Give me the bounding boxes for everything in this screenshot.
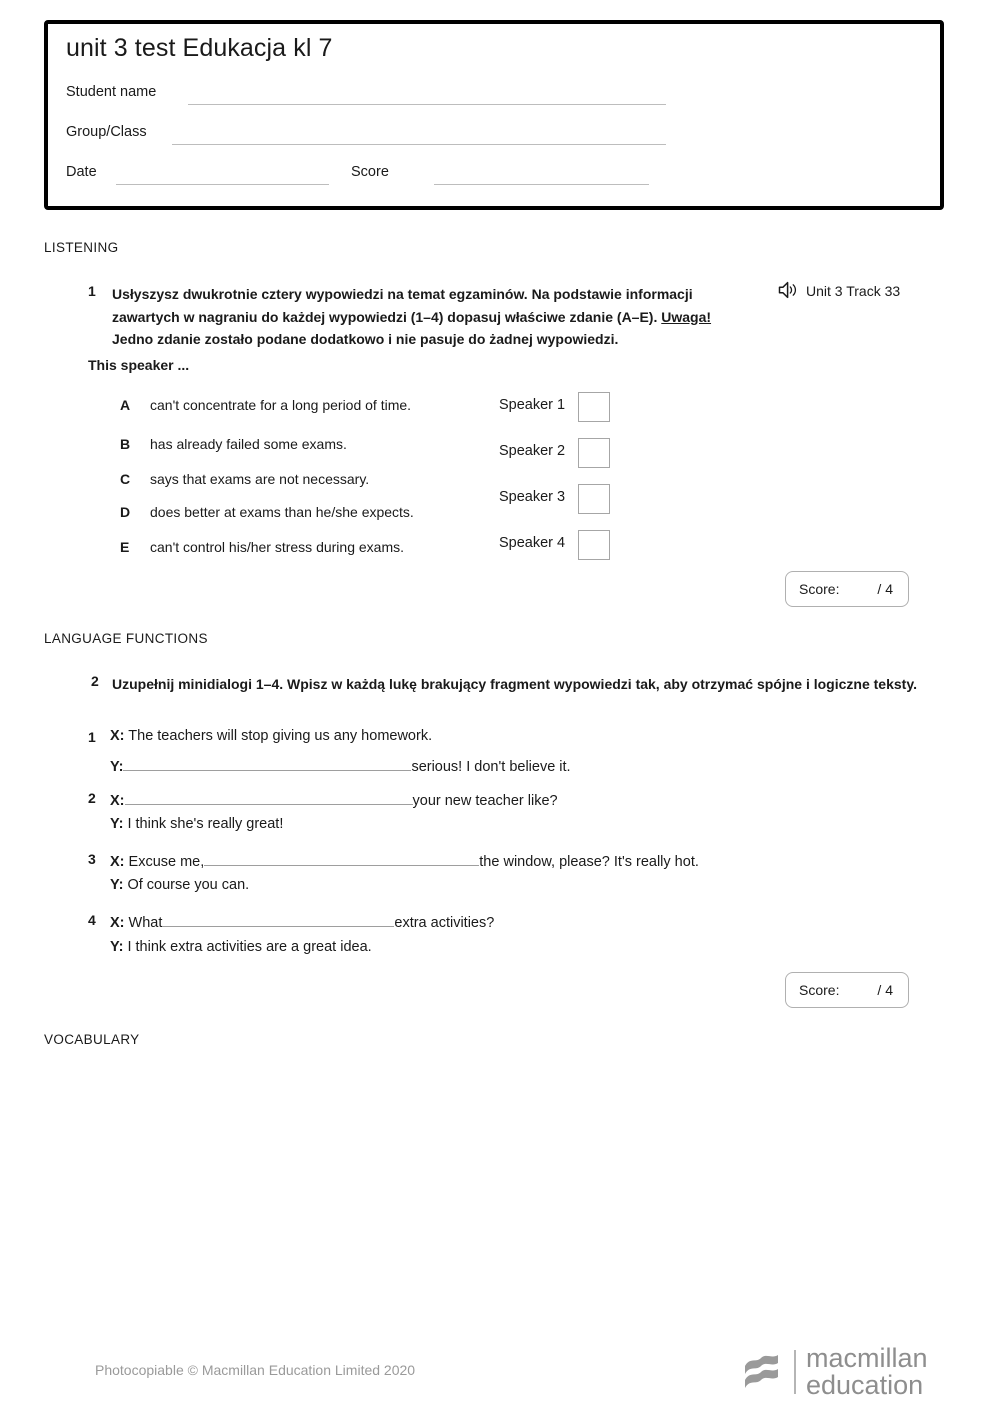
footer-copyright: Photocopiable © Macmillan Education Limited 2020 <box>95 1362 416 1378</box>
dialogue-4-y-speaker: Y: <box>110 939 124 955</box>
score-box-exercise-2[interactable] <box>785 972 909 1008</box>
dialogue-2-y-text: I think she's really great! <box>123 816 284 832</box>
dialogue-4-x-prefix: What <box>124 915 163 931</box>
dialogue-4-y-text: I think extra activities are a great idea. <box>123 939 372 955</box>
field-group-class <box>66 124 686 146</box>
dialogue-3-x-blank[interactable] <box>204 850 479 866</box>
field-label-date: Date <box>66 164 97 180</box>
field-rule-date[interactable] <box>116 184 329 185</box>
dialogue-2-y-speaker: Y: <box>110 816 124 832</box>
speaker-icon <box>778 281 800 299</box>
field-label-group-class: Group/Class <box>66 124 147 140</box>
logo-word-education: education <box>806 1370 924 1400</box>
dialogue-number-1: 1 <box>88 729 96 745</box>
option-text-e: can't control his/her stress during exams. <box>150 539 405 555</box>
option-text-a: can't concentrate for a long period of time. <box>150 397 412 413</box>
exercise-1-instruction-line3: Jedno zdanie zostało podane dodatkowo i nie pasuje do żadnej wypowiedzi. <box>112 331 619 347</box>
field-label-student-name: Student name <box>66 84 157 100</box>
exercise-1-instruction <box>112 283 737 351</box>
option-text-c: says that exams are not necessary. <box>150 471 370 487</box>
speaker-label-4: Speaker 4 <box>499 535 566 551</box>
dialogue-4-x-speaker: X: <box>110 915 125 931</box>
speaker-answer-box-3[interactable] <box>578 484 610 514</box>
score-label-1: Score: <box>799 581 840 597</box>
dialogue-1-y-speaker: Y: <box>110 759 124 775</box>
speaker-label-1: Speaker 1 <box>499 397 566 413</box>
option-letter-b: B <box>120 436 131 452</box>
field-rule-student-name[interactable] <box>188 104 666 105</box>
this-speaker-subheading: This speaker ... <box>88 357 190 373</box>
field-score <box>351 164 691 186</box>
logo-divider <box>794 1350 796 1394</box>
dialogue-4-x-text: extra activities? <box>394 915 495 931</box>
macmillan-waves-logo-icon <box>742 1352 788 1392</box>
option-letter-c: C <box>120 471 131 487</box>
score-max-1: / 4 <box>877 581 893 597</box>
dialogue-3-line-y <box>110 877 249 893</box>
logo-wordmark <box>806 1345 928 1399</box>
exercise-1-number: 1 <box>88 283 96 299</box>
option-text-d: does better at exams than he/she expects. <box>150 504 414 520</box>
dialogue-1-x-text: The teachers will stop giving us any homework. <box>124 728 433 744</box>
dialogue-number-2: 2 <box>88 790 96 806</box>
dialogue-3-y-speaker: Y: <box>110 877 124 893</box>
field-label-score: Score <box>351 164 389 180</box>
dialogue-4-line-x <box>110 911 494 931</box>
dialogue-3-x-text: the window, please? It's really hot. <box>479 854 699 870</box>
dialogue-4-line-y <box>110 939 372 955</box>
option-text-b: has already failed some exams. <box>150 436 347 452</box>
dialogue-1-y-text: serious! I don't believe it. <box>411 759 571 775</box>
dialogue-2-x-blank[interactable] <box>125 789 413 805</box>
speaker-label-3: Speaker 3 <box>499 489 566 505</box>
dialogue-3-x-speaker: X: <box>110 854 125 870</box>
dialogue-2-x-text: your new teacher like? <box>412 793 558 809</box>
exercise-2-instruction-line2: teksty. <box>873 676 917 692</box>
exercise-2-instruction-line1: Uzupełnij minidialogi 1–4. Wpisz w każdą lukę brakujący fragment wypowiedzi tak, aby otrzymać spójne i logiczne <box>112 676 870 692</box>
speaker-answer-box-1[interactable] <box>578 392 610 422</box>
score-label-2: Score: <box>799 982 840 998</box>
option-letter-a: A <box>120 397 131 413</box>
dialogue-1-line-y <box>110 755 571 775</box>
section-heading-vocabulary: VOCABULARY <box>44 1032 140 1047</box>
dialogue-3-y-text: Of course you can. <box>123 877 250 893</box>
exercise-1-instruction-uwaga: Uwaga! <box>661 308 712 325</box>
exercise-1-instruction-line1: Usłyszysz dwukrotnie cztery wypowiedzi na temat egzaminów. Na podstawie informacji <box>112 286 693 302</box>
field-rule-score[interactable] <box>434 184 649 185</box>
track-label: Unit 3 Track 33 <box>806 283 901 299</box>
speaker-answer-box-2[interactable] <box>578 438 610 468</box>
score-max-2: / 4 <box>877 982 893 998</box>
speaker-label-2: Speaker 2 <box>499 443 566 459</box>
macmillan-education-logo <box>742 1345 928 1399</box>
dialogue-1-line-x <box>110 728 432 744</box>
exercise-1-instruction-line2: zawartych w nagraniu do każdej wypowiedzi (1–4) dopasuj właściwe zdanie (A–E). <box>112 308 662 325</box>
logo-word-macmillan: macmillan <box>806 1343 928 1373</box>
dialogue-number-4: 4 <box>88 912 96 928</box>
dialogue-number-3: 3 <box>88 851 96 867</box>
dialogue-3-x-prefix: Excuse me, <box>124 854 205 870</box>
exercise-2-instruction <box>112 673 932 696</box>
dialogue-1-x-speaker: X: <box>110 728 125 744</box>
field-rule-group-class[interactable] <box>172 144 666 145</box>
section-heading-language-functions: LANGUAGE FUNCTIONS <box>44 631 208 646</box>
speaker-answer-box-4[interactable] <box>578 530 610 560</box>
score-box-exercise-1[interactable] <box>785 571 909 607</box>
section-heading-listening: LISTENING <box>44 240 119 255</box>
option-letter-e: E <box>120 539 130 555</box>
exercise-2-number: 2 <box>91 673 99 689</box>
dialogue-2-x-speaker: X: <box>110 793 125 809</box>
option-letter-d: D <box>120 504 131 520</box>
dialogue-1-y-blank[interactable] <box>123 755 411 771</box>
dialogue-2-line-y <box>110 816 283 832</box>
page-title: unit 3 test Edukacja kl 7 <box>66 34 333 62</box>
student-info-box <box>44 20 944 210</box>
dialogue-2-line-x <box>110 789 558 809</box>
field-student-name <box>66 84 686 106</box>
dialogue-3-line-x <box>110 850 699 870</box>
dialogue-4-x-blank[interactable] <box>162 911 394 927</box>
